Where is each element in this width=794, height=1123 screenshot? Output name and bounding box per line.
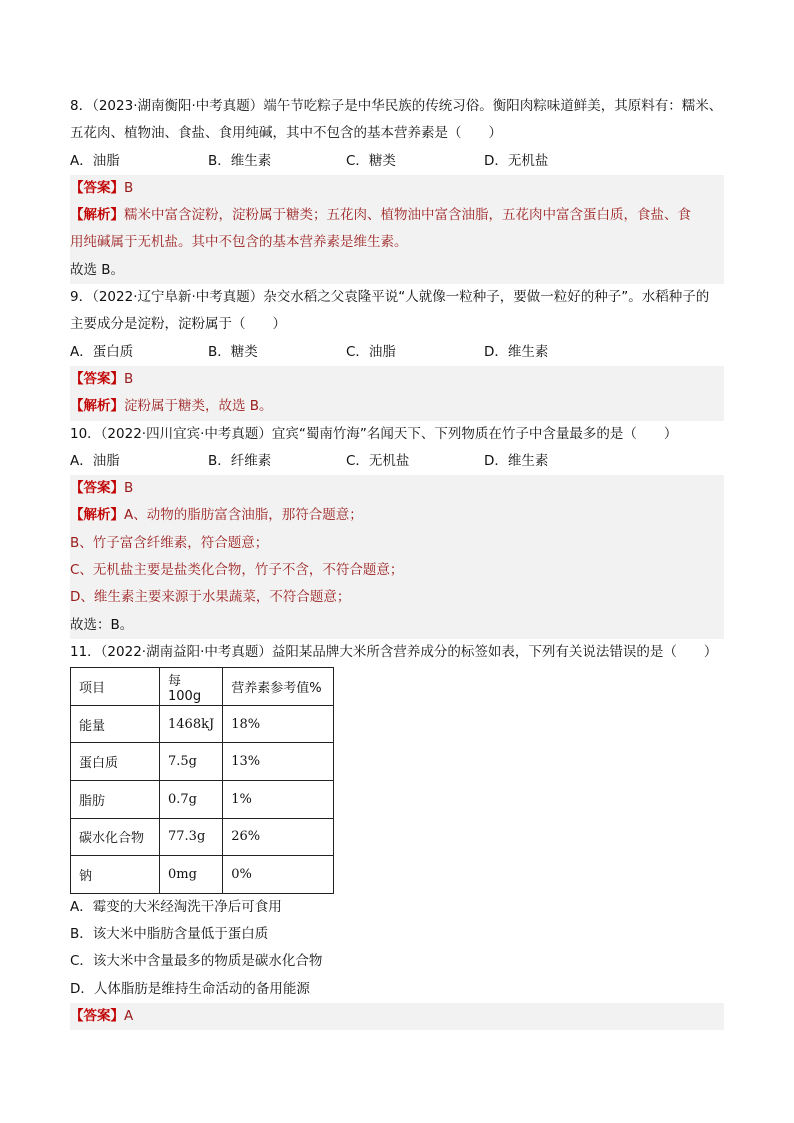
option-d: D．无机盐 <box>484 152 549 169</box>
answer-tag: 【答案】 <box>70 480 124 497</box>
question-10-conclusion: 故选：B。 <box>70 612 724 639</box>
answer-value: B <box>124 370 134 387</box>
table-cell: 0mg <box>160 856 223 894</box>
question-11-stem: 11．（2022·湖南益阳·中考真题）益阳某品牌大米所含营养成分的标签如表，下列有关说法错误的是（ ） <box>70 643 718 660</box>
table-row <box>71 818 334 856</box>
table-row <box>71 856 334 894</box>
question-9-options <box>70 339 724 366</box>
question-10-answer <box>70 475 724 502</box>
question-8-analysis-line-2: 用纯碱属于无机盐。其中不包含的基本营养素是维生素。 <box>70 229 724 256</box>
option-a: A．油脂 <box>70 152 120 169</box>
question-8-answer <box>70 175 724 202</box>
table-cell: 0% <box>223 856 334 894</box>
answer-tag: 【答案】 <box>70 179 124 196</box>
question-9-analysis <box>70 393 724 420</box>
table-header: 每 100g <box>160 668 223 706</box>
option-c: C．糖类 <box>346 152 396 169</box>
option-b: B．糖类 <box>208 343 258 360</box>
table-cell: 13% <box>223 743 334 781</box>
analysis-tag: 【解析】 <box>70 398 124 415</box>
table-cell: 脂肪 <box>71 781 160 819</box>
table-header-row <box>71 668 334 706</box>
question-10-analysis-line-2: B、竹子富含纤维素，符合题意； <box>70 530 724 557</box>
table-cell: 0.7g <box>160 781 223 819</box>
question-8-stem-line-1: 8．（2023·湖南衡阳·中考真题）端午节吃粽子是中华民族的传统习俗。衡阳肉粽味道鲜美，其原料有：糯米、 <box>70 98 723 114</box>
question-10-analysis-line-1 <box>70 502 724 529</box>
table-row <box>71 781 334 819</box>
question-8-analysis-line-1 <box>70 202 724 229</box>
answer-value: B <box>124 480 134 497</box>
question-11-option-c: C．该大米中含量最多的物质是碳水化合物 <box>70 953 323 970</box>
option-a: A．蛋白质 <box>70 343 134 360</box>
question-8-stem-line-2: 五花肉、植物油、食盐、食用纯碱，其中不包含的基本营养素是（ ） <box>70 125 502 142</box>
answer-value: B <box>124 179 134 196</box>
option-d: D．维生素 <box>484 343 549 360</box>
question-10-options <box>70 448 724 475</box>
analysis-text: 淀粉属于糖类，故选 B。 <box>124 398 273 415</box>
table-header: 项目 <box>71 668 160 706</box>
table-cell: 18% <box>223 705 334 743</box>
table-header: 营养素参考值% <box>223 668 334 706</box>
table-cell: 蛋白质 <box>71 743 160 781</box>
table-cell: 26% <box>223 818 334 856</box>
question-11-option-b: B．该大米中脂肪含量低于蛋白质 <box>70 926 269 943</box>
table-cell: 1468kJ <box>160 705 223 743</box>
question-8-options <box>70 148 724 175</box>
analysis-text: 糯米中富含淀粉，淀粉属于糖类；五花肉、植物油中富含油脂，五花肉中富含蛋白质，食盐、食 <box>124 207 691 224</box>
question-9-answer <box>70 366 724 393</box>
table-cell: 能量 <box>71 705 160 743</box>
option-c: C．无机盐 <box>346 452 410 469</box>
table-cell: 碳水化合物 <box>71 818 160 856</box>
option-b: B．维生素 <box>208 152 272 169</box>
option-a: A．油脂 <box>70 452 120 469</box>
option-b: B．纤维素 <box>208 452 272 469</box>
table-row <box>71 743 334 781</box>
answer-tag: 【答案】 <box>70 1007 124 1024</box>
question-10-analysis-line-4: D、维生素主要来源于水果蔬菜，不符合题意； <box>70 584 724 611</box>
question-9-stem-line-2: 主要成分是淀粉，淀粉属于（ ） <box>70 316 286 333</box>
question-11-option-a: A．霉变的大米经淘洗干净后可食用 <box>70 898 282 915</box>
question-8-conclusion: 故选 B。 <box>70 257 724 284</box>
option-d: D．维生素 <box>484 452 549 469</box>
table-row <box>71 705 334 743</box>
question-11-answer <box>70 1003 724 1030</box>
analysis-tag: 【解析】 <box>70 507 124 524</box>
table-cell: 1% <box>223 781 334 819</box>
question-9-stem-line-1: 9．（2022·辽宁阜新·中考真题）杂交水稻之父袁隆平说“人就像一粒种子，要做一粒好的种子”。水稻种子的 <box>70 289 710 306</box>
analysis-tag: 【解析】 <box>70 207 124 224</box>
nutrition-table <box>70 667 334 894</box>
document-page <box>70 93 724 1030</box>
analysis-text: A、动物的脂肪富含油脂，那符合题意； <box>124 507 363 524</box>
question-10-analysis-line-3: C、无机盐主要是盐类化合物，竹子不含，不符合题意； <box>70 557 724 584</box>
question-11-option-d: D．人体脂肪是维持生命活动的备用能源 <box>70 980 310 997</box>
answer-value: A <box>124 1007 134 1024</box>
table-cell: 77.3g <box>160 818 223 856</box>
option-c: C．油脂 <box>346 343 396 360</box>
table-cell: 钠 <box>71 856 160 894</box>
answer-tag: 【答案】 <box>70 370 124 387</box>
table-cell: 7.5g <box>160 743 223 781</box>
question-10-stem: 10．（2022·四川宜宾·中考真题）宜宾“蜀南竹海”名闻天下、下列物质在竹子中含量最多的是（ ） <box>70 425 678 442</box>
